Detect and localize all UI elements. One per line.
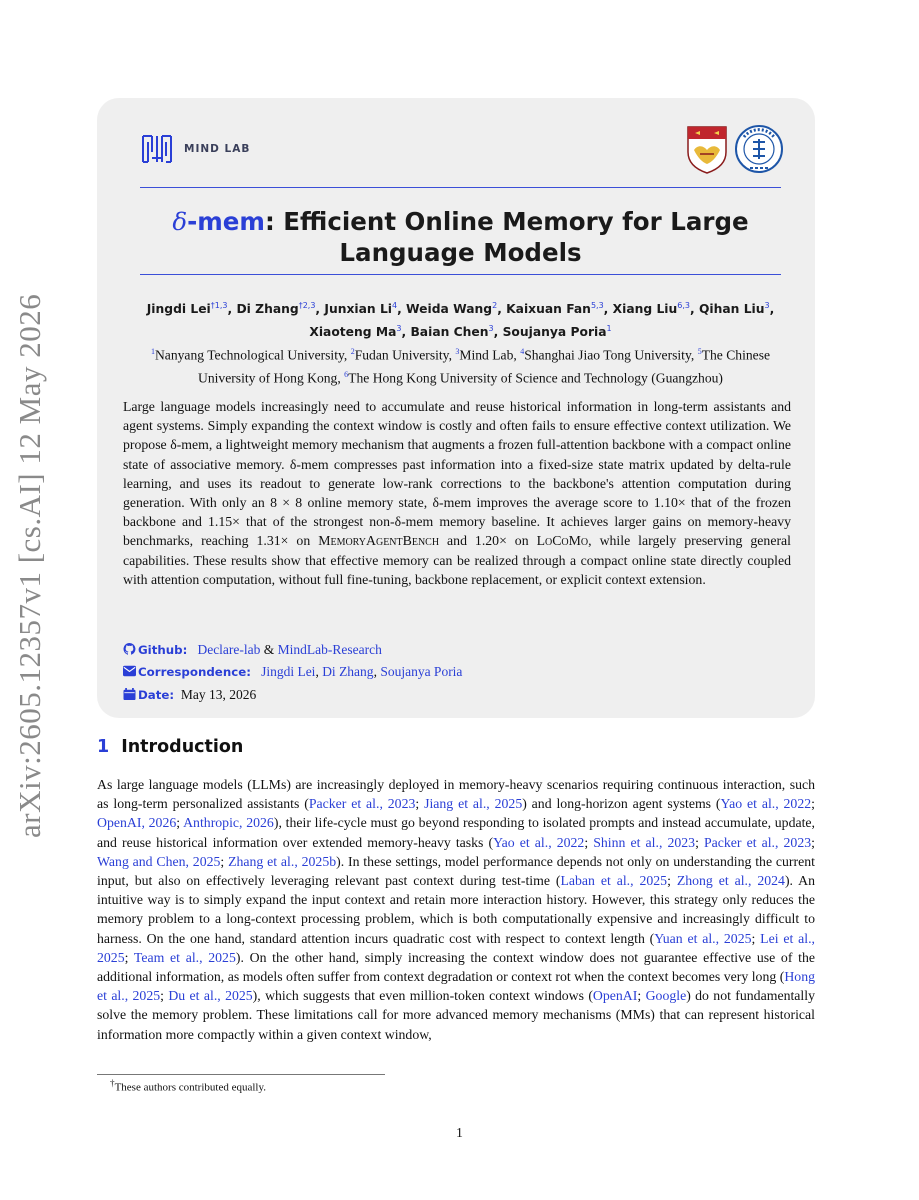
affiliation-mark: 1 [150,347,155,356]
affiliation-mark: 2 [350,347,355,356]
mind-lab-logo [140,132,250,166]
affiliation-mark: 6 [344,369,349,379]
section-title: Introduction [121,737,244,757]
author-name: Xiang Liu [612,302,678,317]
author-name: Weida Wang [406,302,493,317]
author-affil-mark: 3 [488,324,494,334]
affiliation-name: Shanghai Jiao Tong University, [524,347,698,363]
abstract [123,397,791,589]
affiliation-name: Mind Lab, [459,347,521,363]
body-text: ; [124,949,134,965]
author-name: Jingdi Lei [146,302,211,317]
paper-title [140,206,781,268]
citation-link[interactable]: Lei et al., 2025 [97,930,815,965]
citation-link[interactable]: Wang and Chen, 2025 [97,853,221,869]
body-text: ; [220,853,229,869]
date-label: Date: [138,687,175,702]
author-affil-mark: †1,3 [210,301,228,310]
correspondence-link-1[interactable]: Jingdi Lei [261,664,316,680]
body-text: ; [637,988,646,1004]
abstract-text: , while largely preserving general capabilities. These results show that effective memory can be realized through a compact online state directly coupled with attention computation, without full fine-tuning, backbone replacement, or explicit context extension. [123,533,791,587]
citation-link[interactable]: Yao et al., 2022 [493,834,585,850]
section-number: 1 [97,737,110,757]
body-text: ; [811,834,815,850]
author-affil-mark: 2 [492,301,498,310]
affiliation-mark: 3 [455,347,460,356]
links-block [123,639,462,706]
citation-link[interactable]: Zhang et al., 2025b [228,853,337,869]
benchmark-name: MemoryAgentBench [318,533,440,549]
citation-link[interactable]: Shinn et al., 2023 [593,834,696,850]
correspondence-row: Correspondence: Jingdi Lei, Di Zhang, Soujanya Poria [123,661,462,683]
body-text: ). An intuitive way is to simply expand the input context and retain more interaction history. However, this strategy only reduces the memory problem to a long-context processing problem, which is both computationally expensive and increasingly difficult to harness. On the one hand, standard attention incurs quadratic cost with respect to context length ( [97,873,815,946]
body-text: ; [751,930,761,946]
citation-link[interactable]: Yao et al., 2022 [720,796,812,812]
author-affil-mark: 3 [396,324,402,334]
affiliations [122,342,799,387]
author-name: Junxian Li [324,302,392,317]
github-icon [123,643,136,655]
body-text: ). In these settings, model performance depends not only on understanding the current input, but also on effectively leveraging relevant past context during test-time ( [97,853,815,889]
citation-link[interactable]: Team et al., 2025 [133,949,236,965]
body-text: As large language models (LLMs) are increasingly deployed in memory-heavy scenarios requiring continuous interaction, such as long-term personalized assistants ( [97,777,815,812]
affiliation-name: Fudan University, [354,347,456,363]
citation-link[interactable]: Google [645,988,687,1004]
body-text: ), which suggests that even million-token context windows ( [252,988,593,1004]
citation-link[interactable]: Jiang et al., 2025 [424,796,523,812]
affiliation-name: Nanyang Technological University, [154,347,351,363]
author-affil-mark: 5,3 [590,301,604,310]
author-name: Soujanya Poria [502,325,607,340]
body-text: ; [667,873,677,889]
date-value: May 13, 2026 [180,686,257,702]
citation-link[interactable]: Packer et al., 2023 [308,796,416,812]
section-heading [97,737,243,757]
author-affil-mark: 4 [392,301,398,310]
citation-link[interactable]: Laban et al., 2025 [560,873,668,889]
citation-link[interactable]: Packer et al., 2023 [703,834,812,850]
body-text: ), their life-cycle must go beyond responding to isolated prompts and instead accumulate, update, and reuse historical information over extended memory-heavy tasks ( [97,815,816,850]
body-text: ; [695,834,704,850]
author-name: Xiaoteng Ma [309,325,397,340]
affiliation-name: The Chinese University of Hong Kong, [198,347,771,386]
github-label: Github: [138,643,188,657]
author-affil-mark: 6,3 [677,301,690,310]
correspondence-label: Correspondence: [138,665,251,680]
body-text: ; [811,796,815,812]
introduction-body [97,775,815,1044]
author-affil-mark: 3 [764,301,770,310]
mind-lab-logo-icon [140,132,174,166]
body-text: ; [415,796,425,812]
footnote-text: These authors contributed equally. [114,1081,266,1094]
title-mem: -mem [187,207,265,236]
body-text: ) and long-horizon agent systems ( [522,796,721,812]
citation-link[interactable]: Zhong et al., 2024 [676,873,785,889]
author-name: Di Zhang [236,302,299,317]
citation-link[interactable]: OpenAI, 2026 [97,815,177,831]
affiliation-mark: 4 [520,347,525,356]
author-affil-mark: 1 [606,324,612,334]
affiliation-name: The Hong Kong University of Science and Technology (Guangzhou) [348,370,723,386]
abstract-text: and 1.20× on [439,533,537,549]
benchmark-name: LoCoMo [536,533,589,549]
github-amp: & [260,642,278,657]
github-link-declare-lab[interactable]: Declare-lab [197,642,261,657]
title-rest: : Efficient Online Memory for Large Language Models [264,207,749,267]
abstract-text: Large language models increasingly need to accumulate and reuse historical information in long-term assistants and agent systems. Simply expanding the context window is costly and often fails to ensure effective context utilization. We propose δ-mem, a lightweight memory mechanism that augments a frozen full-attention backbone with a compact online state of associative memory. δ-mem compresses past information into a fixed-size state matrix updated by delta-rule learning, and uses its readout to generate low-rank corrections to the backbone's attention computation during generation. With only an 8 × 8 online memory state, δ-mem improves the average score to 1.10× that of the frozen backbone and 1.15× that of the strongest non-δ-mem memory baseline. It achieves larger gains on memory-heavy benchmarks, reaching 1.31× on [123,399,791,549]
body-text: ; [160,988,169,1004]
header-rule-top [140,187,781,188]
header-rule-bottom [140,274,781,275]
arxiv-identifier: arXiv:2605.12357v1 [cs.AI] 12 May 2026 [12,293,47,838]
fudan-seal-icon [734,124,784,174]
citation-link[interactable]: Hong et al., 2025 [97,969,815,1004]
author-list: Jingdi Lei$^{\dagger 1,3}$, Di Zhang$^{\dagger 2,3}$, Junxian Li$^4$, Weida Wang$^2$, Kaixuan Fan$^{5,3}$, Xiang Liu$^{6,3}$, Qihan Liu$^3$, Xiaoteng Ma$^3$, Baian Chen$^3$, Soujanya Poria$^1$ [146,301,775,340]
title-delta: δ [172,207,188,236]
author-affil-mark: †2,3 [298,301,316,310]
body-text: ). On the other hand, simply increasing the context window does not guarantee effective use of the additional information, as models often suffer from context degradation or context rot when the context becomes very long ( [97,949,815,985]
citation-link[interactable]: Yuan et al., 2025 [654,930,752,946]
correspondence-link-3[interactable]: Soujanya Poria [380,664,463,680]
author-name: Baian Chen [410,325,489,340]
brand-name: MIND LAB [184,143,251,155]
author-name: Kaixuan Fan [506,302,591,317]
github-row [123,639,462,661]
footnote [110,1078,266,1094]
author-name: Qihan Liu [698,302,765,317]
calendar-icon [123,688,136,700]
correspondence-link-2[interactable]: Di Zhang [322,664,374,680]
body-text: ) do not fundamentally solve the memory problem. These limitations call for more advanced memory mechanisms (MMs) that can represent historical information more compactly within a given context window, [97,988,815,1042]
page-number: 1 [456,1125,463,1140]
body-text: ; [176,815,184,831]
github-link-mindlab-research[interactable]: MindLab-Research [277,642,382,657]
body-text: ; [584,834,594,850]
footnote-rule [97,1074,385,1075]
date-row [123,684,462,706]
citation-link[interactable]: Du et al., 2025 [168,988,253,1004]
citation-link[interactable]: OpenAI [592,988,638,1004]
ntu-crest-icon [682,124,732,174]
citation-link[interactable]: Anthropic, 2026 [183,815,274,831]
envelope-icon [123,665,136,677]
affiliation-mark: 5 [697,347,702,356]
footnote-mark: † [110,1078,115,1088]
